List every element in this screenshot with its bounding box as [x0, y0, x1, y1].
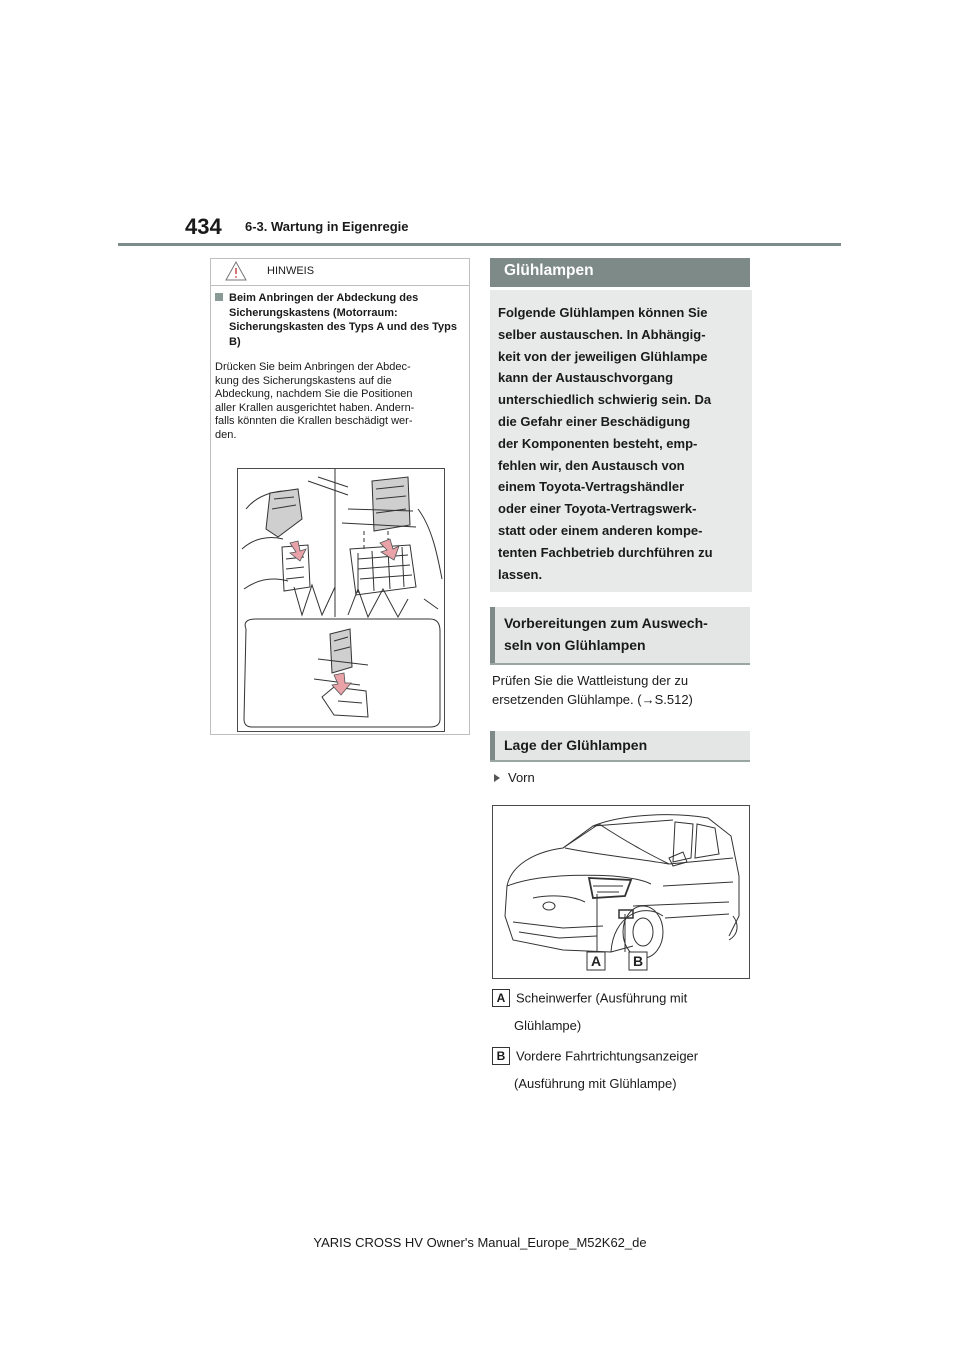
warning-icon	[225, 261, 247, 281]
notice-box	[210, 258, 470, 735]
car-drawing	[493, 806, 749, 978]
bullet-item	[494, 770, 535, 785]
callout-labels	[587, 952, 647, 970]
triangle-bullet-icon	[494, 774, 500, 782]
notice-body: Drücken Sie beim Anbringen der Abdec- kung des Sicherungskastens auf die Abdeckung, nachdem Sie die Positionen aller Krallen ausgerichtet haben. Andern- falls könnten die Krallen beschädigt wer- den.	[215, 361, 415, 441]
subheader-label: Lage der Glühlampen	[504, 737, 648, 753]
footer-text: YARIS CROSS HV Owner's Manual_Europe_M52K62_de	[313, 1235, 647, 1250]
section-header-gluehlampen	[490, 258, 750, 287]
legend-item-b	[492, 1047, 698, 1065]
legend-text-continued: (Ausführung mit Glühlampe)	[514, 1076, 677, 1091]
intro-text: Folgende Glühlampen können Sie selber austauschen. In Abhängig- keit von der jeweiligen Glühlampe kann der Austauschvorgang unterschiedlich schwierig sein. Da die Gefahr einer Beschädigung der Komponenten besteht, emp- fehlen wir, den Austausch von einem Toyota-Vertragshändler oder einer Toyota-Vertragswerk- statt oder einem anderen kompe- tenten Fachbetrieb durchführen zu lassen.	[498, 305, 713, 582]
legend-key-a: A	[492, 989, 510, 1007]
legend-key-b: B	[492, 1047, 510, 1065]
divider	[211, 285, 469, 286]
notice-label: HINWEIS	[267, 265, 315, 277]
legend-text-continued: Glühlampe)	[514, 1018, 582, 1033]
legend-text: Scheinwerfer (Ausführung mit	[516, 990, 688, 1006]
notice-header	[211, 259, 469, 285]
fuse-box-drawing	[238, 469, 444, 731]
section-header-label: Glühlampen	[504, 262, 594, 279]
bullet-text: Vorn	[508, 770, 535, 785]
legend-item-a	[492, 989, 687, 1007]
section-title: 6-3. Wartung in Eigenregie	[245, 219, 409, 234]
fuse-box-illustration	[237, 468, 445, 732]
subheader-label: Vorbereitungen zum Auswech- seln von Glühlampen	[504, 615, 708, 653]
header-rule	[118, 243, 841, 246]
subheader-vorbereitungen	[490, 607, 750, 665]
notice-subheading: Beim Anbringen der Abdeckung des Sicherungskastens (Motorraum: Sicherungskasten des Typs A und des Typs B)	[215, 291, 463, 349]
subheader-accent	[490, 607, 495, 663]
legend-text: Vordere Fahrtrichtungsanzeiger	[516, 1048, 699, 1064]
paragraph-wattage: Prüfen Sie die Wattleistung der zu ersetzenden Glühlampe. (→S.512)	[492, 673, 693, 707]
car-illustration	[492, 805, 750, 979]
subheader-lage	[490, 731, 750, 762]
callout-label-b: B	[632, 953, 644, 969]
callout-label-a: A	[590, 953, 602, 969]
square-bullet-icon	[215, 293, 223, 301]
subheader-accent	[490, 731, 495, 760]
intro-box	[490, 290, 752, 592]
page-number: 434	[185, 214, 222, 239]
